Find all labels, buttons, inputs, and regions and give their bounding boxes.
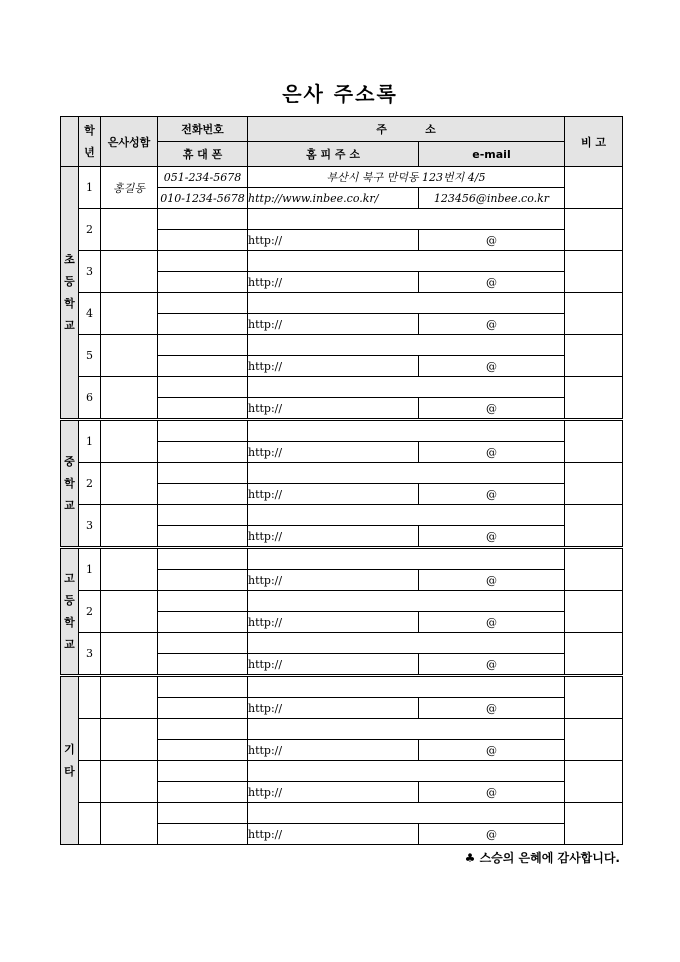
note-cell[interactable] — [565, 335, 623, 377]
phone-cell[interactable] — [158, 209, 248, 230]
homepage-cell[interactable]: http:// — [248, 654, 419, 676]
email-header: e-mail — [419, 142, 565, 167]
phone-cell[interactable] — [158, 591, 248, 612]
teacher-name-cell[interactable] — [101, 591, 158, 633]
table-row — [61, 463, 623, 484]
teacher-name-cell[interactable] — [101, 463, 158, 505]
table-row — [61, 167, 623, 188]
grade-cell: 1 — [79, 548, 101, 591]
teacher-name-cell[interactable]: 홍길동 — [101, 167, 158, 209]
phone-cell[interactable] — [158, 420, 248, 442]
homepage-cell[interactable]: http:// — [248, 272, 419, 293]
footer-text: 스승의 은혜에 감사합니다. — [479, 851, 620, 865]
footer-message — [465, 849, 620, 866]
email-cell[interactable]: @ — [419, 698, 565, 719]
homepage-cell[interactable]: http:// — [248, 782, 419, 803]
teacher-name-cell[interactable] — [101, 505, 158, 548]
mobile-cell[interactable] — [158, 740, 248, 761]
page-title: 은사 주소록 — [282, 82, 398, 106]
note-cell[interactable] — [565, 420, 623, 463]
note-cell[interactable] — [565, 209, 623, 251]
mobile-cell[interactable] — [158, 230, 248, 251]
grade-cell — [79, 676, 101, 719]
mobile-cell[interactable] — [158, 824, 248, 845]
note-header: 비 고 — [565, 117, 623, 167]
phone-cell[interactable] — [158, 251, 248, 272]
note-cell[interactable] — [565, 633, 623, 676]
grade-cell: 3 — [79, 633, 101, 676]
group-label: 기타 — [61, 676, 79, 845]
address-header: 주 소 — [248, 117, 565, 142]
table-row — [61, 251, 623, 272]
address-cell[interactable] — [248, 505, 565, 526]
grade-cell: 2 — [79, 463, 101, 505]
grade-cell: 1 — [79, 167, 101, 209]
note-cell[interactable] — [565, 548, 623, 591]
grade-cell: 5 — [79, 335, 101, 377]
grade-cell — [79, 719, 101, 761]
email-cell[interactable]: @ — [419, 824, 565, 845]
note-cell[interactable] — [565, 591, 623, 633]
note-cell[interactable] — [565, 293, 623, 335]
group-label: 초등학교 — [61, 167, 79, 420]
email-cell[interactable]: @ — [419, 782, 565, 803]
phone-cell[interactable] — [158, 719, 248, 740]
phone-cell[interactable] — [158, 463, 248, 484]
grade-cell: 3 — [79, 505, 101, 548]
note-cell[interactable] — [565, 505, 623, 548]
homepage-cell[interactable]: http:// — [248, 230, 419, 251]
teacher-name-cell[interactable] — [101, 251, 158, 293]
address-cell[interactable] — [248, 803, 565, 824]
address-cell[interactable]: 부산시 북구 만덕동 123번지 4/5 — [248, 167, 565, 188]
homepage-cell[interactable]: http:// — [248, 484, 419, 505]
table-row — [61, 420, 623, 442]
mobile-cell[interactable] — [158, 314, 248, 335]
email-cell[interactable]: @ — [419, 442, 565, 463]
homepage-cell[interactable]: http:// — [248, 442, 419, 463]
note-cell[interactable] — [565, 463, 623, 505]
grade-cell — [79, 803, 101, 845]
table-row — [61, 377, 623, 398]
address-cell[interactable] — [248, 463, 565, 484]
note-cell[interactable] — [565, 803, 623, 845]
address-cell[interactable] — [248, 335, 565, 356]
group-label: 고등학교 — [61, 548, 79, 676]
mobile-cell[interactable] — [158, 356, 248, 377]
teacher-name-cell[interactable] — [101, 633, 158, 676]
group-header — [61, 117, 79, 167]
note-cell[interactable] — [565, 676, 623, 719]
homepage-cell[interactable]: http:// — [248, 698, 419, 719]
table-row — [61, 591, 623, 612]
phone-header: 전화번호 — [158, 117, 248, 142]
note-cell[interactable] — [565, 167, 623, 209]
note-cell[interactable] — [565, 377, 623, 420]
email-cell[interactable]: 123456@inbee.co.kr — [419, 188, 565, 209]
email-cell[interactable]: @ — [419, 356, 565, 377]
mobile-cell[interactable] — [158, 398, 248, 420]
grade-cell: 1 — [79, 420, 101, 463]
homepage-cell[interactable]: http:// — [248, 398, 419, 420]
address-cell[interactable] — [248, 676, 565, 698]
address-cell[interactable] — [248, 761, 565, 782]
homepage-cell[interactable]: http:// — [248, 356, 419, 377]
mobile-cell[interactable] — [158, 782, 248, 803]
mobile-cell[interactable] — [158, 442, 248, 463]
mobile-cell[interactable]: 010-1234-5678 — [158, 188, 248, 209]
group-label: 중학교 — [61, 420, 79, 548]
teacher-name-cell[interactable] — [101, 209, 158, 251]
email-cell[interactable]: @ — [419, 398, 565, 420]
table-row — [61, 803, 623, 824]
homepage-cell[interactable]: http:// — [248, 526, 419, 548]
address-cell[interactable] — [248, 251, 565, 272]
teacher-name-cell[interactable] — [101, 676, 158, 719]
mobile-header: 휴 대 폰 — [158, 142, 248, 167]
table-row — [61, 761, 623, 782]
address-cell[interactable] — [248, 377, 565, 398]
table-row — [61, 209, 623, 230]
note-cell[interactable] — [565, 761, 623, 803]
table-row — [61, 335, 623, 356]
homepage-cell[interactable]: http:// — [248, 612, 419, 633]
teacher-name-cell[interactable] — [101, 803, 158, 845]
grade-cell: 4 — [79, 293, 101, 335]
teacher-name-cell[interactable] — [101, 548, 158, 591]
grade-header: 학년 — [79, 117, 101, 167]
homepage-cell[interactable]: http:// — [248, 314, 419, 335]
address-cell[interactable] — [248, 293, 565, 314]
mobile-cell[interactable] — [158, 654, 248, 676]
table-row — [61, 633, 623, 654]
email-cell[interactable]: @ — [419, 654, 565, 676]
teacher-name-cell[interactable] — [101, 377, 158, 420]
email-cell[interactable]: @ — [419, 484, 565, 505]
phone-cell[interactable] — [158, 761, 248, 782]
phone-cell[interactable] — [158, 676, 248, 698]
homepage-header: 홈 피 주 소 — [248, 142, 419, 167]
phone-cell[interactable]: 051-234-5678 — [158, 167, 248, 188]
grade-cell: 2 — [79, 209, 101, 251]
email-cell[interactable]: @ — [419, 570, 565, 591]
mobile-cell[interactable] — [158, 484, 248, 505]
homepage-cell[interactable]: http://www.inbee.co.kr/ — [248, 188, 419, 209]
teacher-name-cell[interactable] — [101, 761, 158, 803]
phone-cell[interactable] — [158, 548, 248, 570]
note-cell[interactable] — [565, 719, 623, 761]
club-icon: ♣ — [464, 851, 476, 865]
mobile-cell[interactable] — [158, 526, 248, 548]
table-row — [61, 719, 623, 740]
table-row — [61, 293, 623, 314]
table-row — [61, 548, 623, 570]
phone-cell[interactable] — [158, 803, 248, 824]
table-row — [61, 676, 623, 698]
email-cell[interactable]: @ — [419, 314, 565, 335]
table-row — [61, 505, 623, 526]
teacher-name-cell[interactable] — [101, 293, 158, 335]
address-cell[interactable] — [248, 420, 565, 442]
email-cell[interactable]: @ — [419, 230, 565, 251]
phone-cell[interactable] — [158, 505, 248, 526]
mobile-cell[interactable] — [158, 272, 248, 293]
email-cell[interactable]: @ — [419, 740, 565, 761]
mobile-cell[interactable] — [158, 570, 248, 591]
address-cell[interactable] — [248, 719, 565, 740]
grade-cell: 3 — [79, 251, 101, 293]
grade-cell: 2 — [79, 591, 101, 633]
address-cell[interactable] — [248, 633, 565, 654]
teacher-name-cell[interactable] — [101, 719, 158, 761]
teacher-address-table — [60, 116, 623, 845]
homepage-cell[interactable]: http:// — [248, 740, 419, 761]
mobile-cell[interactable] — [158, 612, 248, 633]
mobile-cell[interactable] — [158, 698, 248, 719]
teacher-name-header: 은사성함 — [101, 117, 158, 167]
phone-cell[interactable] — [158, 633, 248, 654]
email-cell[interactable]: @ — [419, 526, 565, 548]
phone-cell[interactable] — [158, 335, 248, 356]
grade-cell — [79, 761, 101, 803]
address-cell[interactable] — [248, 209, 565, 230]
phone-cell[interactable] — [158, 293, 248, 314]
email-cell[interactable]: @ — [419, 272, 565, 293]
teacher-name-cell[interactable] — [101, 335, 158, 377]
email-cell[interactable]: @ — [419, 612, 565, 633]
homepage-cell[interactable]: http:// — [248, 824, 419, 845]
grade-cell: 6 — [79, 377, 101, 420]
note-cell[interactable] — [565, 251, 623, 293]
homepage-cell[interactable]: http:// — [248, 570, 419, 591]
address-cell[interactable] — [248, 548, 565, 570]
phone-cell[interactable] — [158, 377, 248, 398]
teacher-name-cell[interactable] — [101, 420, 158, 463]
address-cell[interactable] — [248, 591, 565, 612]
